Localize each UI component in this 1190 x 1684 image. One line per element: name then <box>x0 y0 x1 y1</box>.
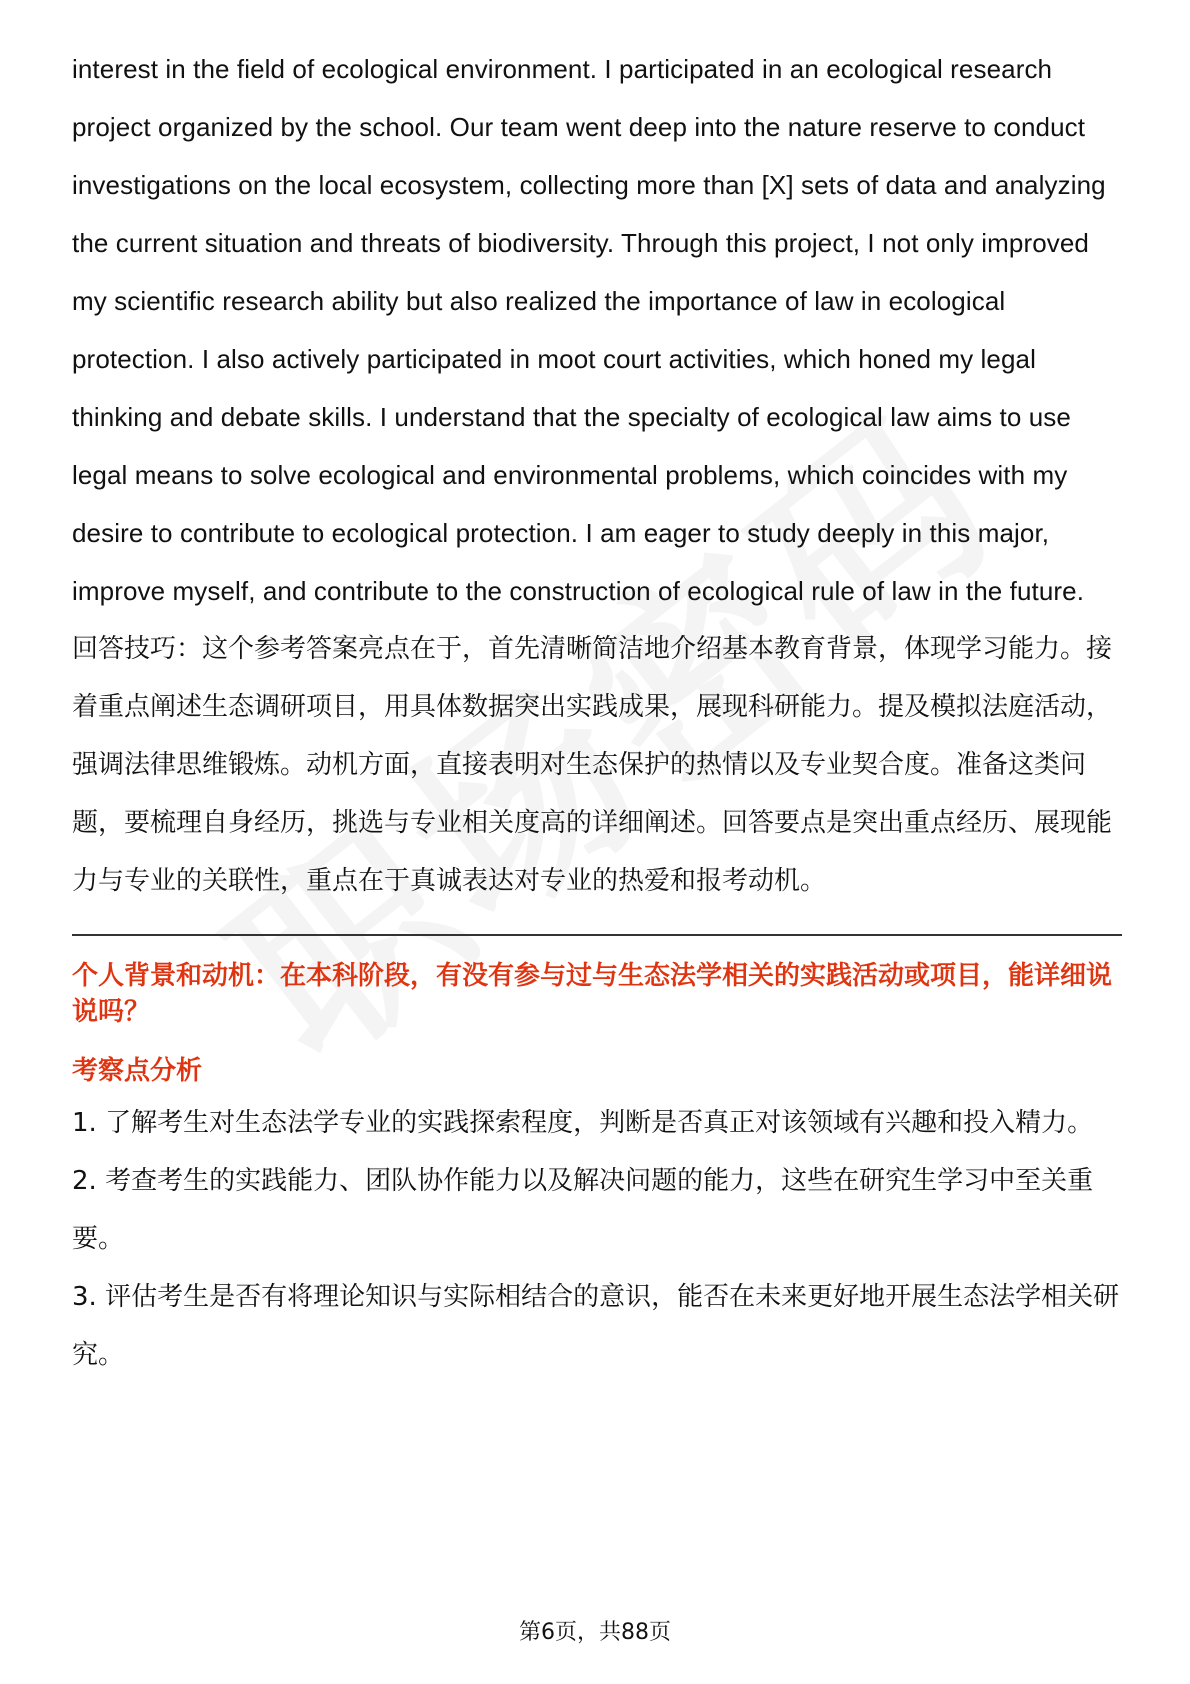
page-content <box>72 40 1122 1384</box>
question-heading: 个人背景和动机：在本科阶段，有没有参与过与生态法学相关的实践活动或项目，能详细说说吗？ <box>72 961 1113 1027</box>
page-number: 第6页，共88页 <box>519 1620 671 1645</box>
list-item: 3. 评估考生是否有将理论知识与实际相结合的意识，能否在未来更好地开展生态法学相关研究。 <box>72 1282 1120 1370</box>
answer-paragraph-en: interest in the field of ecological environment. I participated in an ecological research project organized by the school. Our team went deep into the nature reserve to conduct investigations on the local ecosystem, collecting more than [X] sets of data and analyzing the current situation and threats of biodiversity. Through this project, I not only improved my scientific research ability but also realized the importance of law in ecological protection. I also actively participated in moot court activities, which honed my legal thinking and debate skills. I understand that the specialty of ecological law aims to use legal means to solve ecological and environmental problems, which coincides with my desire to contribute to ecological protection. I am eager to study deeply in this major, improve myself, and contribute to the construction of ecological rule of law in the future. <box>72 54 1106 606</box>
section-divider <box>72 934 1122 936</box>
list-item: 1. 了解考生对生态法学专业的实践探索程度，判断是否真正对该领域有兴趣和投入精力。 <box>72 1108 1094 1138</box>
analysis-list <box>72 1094 1122 1384</box>
answer-tips-paragraph: 回答技巧：这个参考答案亮点在于，首先清晰简洁地介绍基本教育背景，体现学习能力。接着重点阐述生态调研项目，用具体数据突出实践成果，展现科研能力。提及模拟法庭活动，强调法律思维锻炼。动机方面，直接表明对生态保护的热情以及专业契合度。准备这类问题，要梳理自身经历，挑选与专业相关度高的详细阐述。回答要点是突出重点经历、展现能力与专业的关联性，重点在于真诚表达对专业的热爱和报考动机。 <box>72 634 1113 896</box>
analysis-title: 考察点分析 <box>72 1056 203 1086</box>
list-item: 2. 考查考生的实践能力、团队协作能力以及解决问题的能力，这些在研究生学习中至关重要。 <box>72 1166 1094 1254</box>
